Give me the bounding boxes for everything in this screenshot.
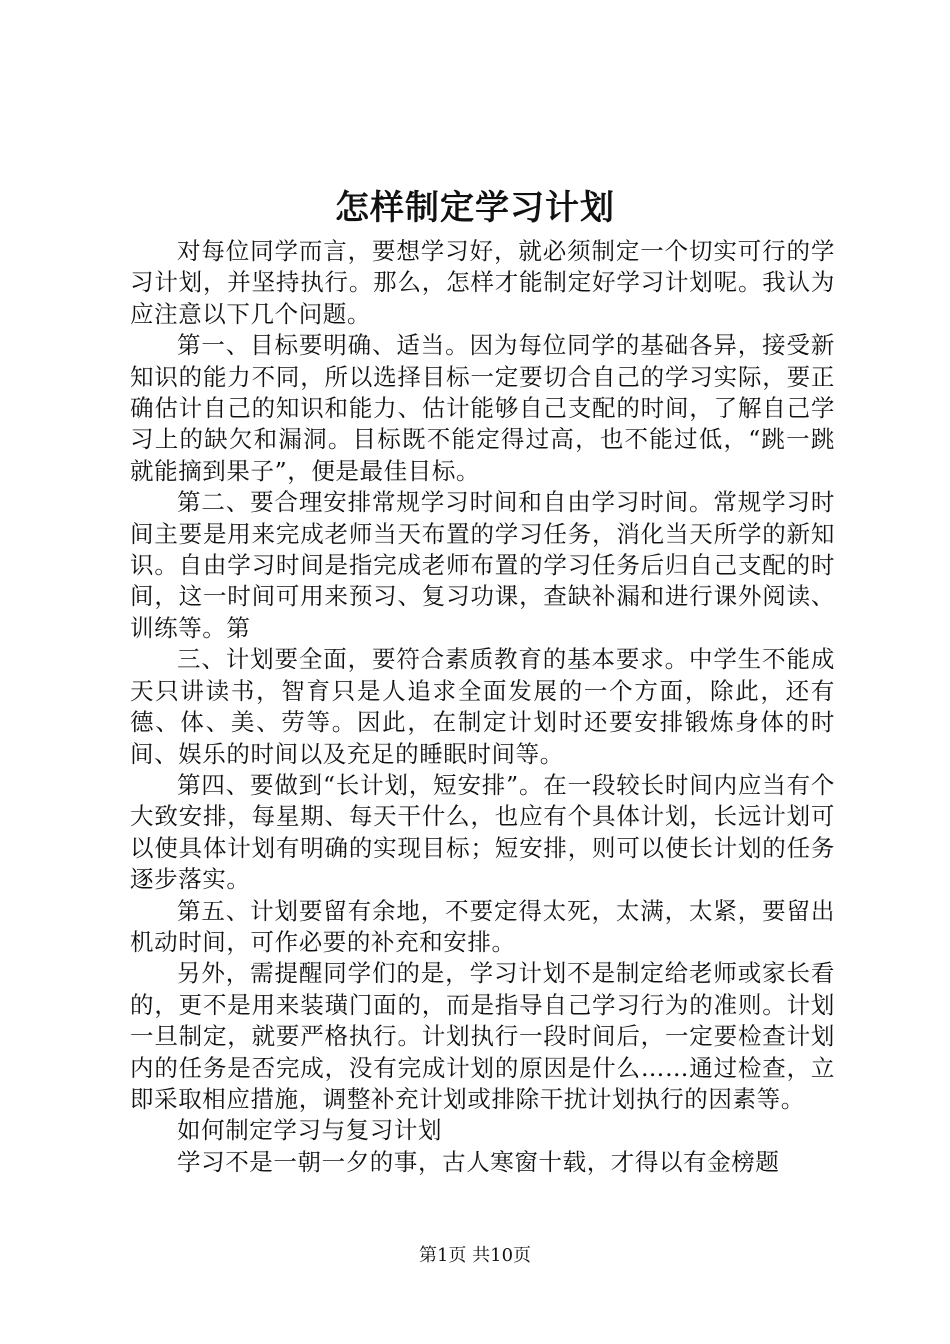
section-heading: 如何制定学习与复习计划 [177, 1116, 443, 1145]
paragraph-point-4: 第四、要做到“长计划，短安排”。在一段较长时间内应当有个大致安排，每星期、每天干什么，也应有个具体计划，长远计划可以使具体计划有明确的实现目标；短安排，则可以使长计划的任务逐步落实。 [130, 770, 835, 894]
paragraph-point-2: 第二、要合理安排常规学习时间和自由学习时间。常规学习时间主要是用来完成老师当天布置的学习任务，消化当天所学的新知识。自由学习时间是指完成老师布置的学习任务后归自己支配的时间，这一时间可用来预习、复习功课，查缺补漏和进行课外阅读、训练等。第 [130, 488, 835, 642]
paragraph-section-intro: 学习不是一朝一夕的事，古人寒窗十载，才得以有金榜题 [177, 1147, 780, 1176]
paragraph-point-3: 三、计划要全面，要符合素质教育的基本要求。中学生不能成天只讲读书，智育只是人追求全面发展的一个方面，除此，还有德、体、美、劳等。因此，在制定计划时还要安排锻炼身体的时间、娱乐的时间以及充足的睡眠时间等。 [130, 645, 835, 768]
document-body [130, 236, 835, 1178]
paragraph-reminder: 另外，需提醒同学们的是，学习计划不是制定给老师或家长看的，更不是用来装璜门面的，而是指导自己学习行为的准则。计划一旦制定，就要严格执行。计划执行一段时间后，一定要检查计划内的任务是否完成，没有完成计划的原因是什么……通过检查，立即采取相应措施，调整补充计划或排除干扰计划执行的因素等。 [130, 959, 835, 1113]
paragraph-point-5: 第五、计划要留有余地，不要定得太死，太满，太紧，要留出机动时间，可作必要的补充和安排。 [130, 896, 835, 956]
page-footer: 第1页 共10页 [418, 1245, 532, 1266]
document-title: 怎样制定学习计划 [335, 188, 615, 228]
paragraph-point-1: 第一、目标要明确、适当。因为每位同学的基础各异，接受新知识的能力不同，所以选择目标一定要切合自己的学习实际，要正确估计自己的知识和能力、估计能够自己支配的时间，了解自己学习上的缺欠和漏洞。目标既不能定得过高，也不能过低，“跳一跳就能摘到果子”，便是最佳目标。 [130, 331, 835, 485]
paragraph-intro: 对每位同学而言，要想学习好，就必须制定一个切实可行的学习计划，并坚持执行。那么，怎样才能制定好学习计划呢。我认为应注意以下几个问题。 [130, 237, 835, 328]
